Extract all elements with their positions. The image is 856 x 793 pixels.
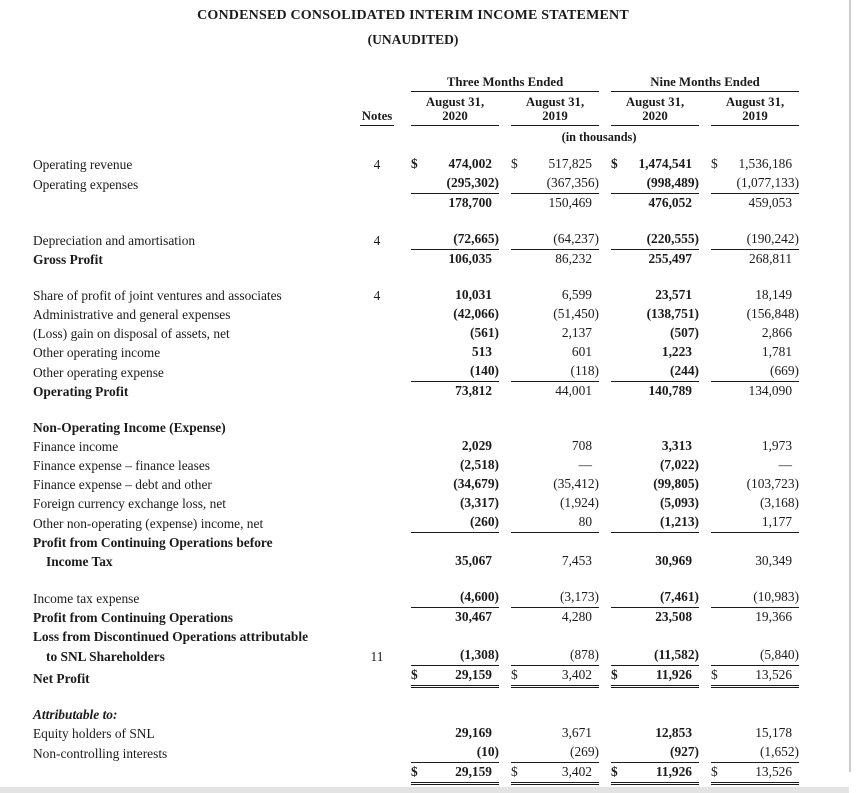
statement-rows [33,155,799,785]
row-label: Operating revenue [33,157,133,172]
table-row [33,743,799,763]
cell-value: (5,093) [659,495,700,510]
cell-value: (1,308) [459,647,499,662]
cell-value: 2,137 [561,325,593,340]
note-ref: 4 [373,288,381,303]
column-header-9m-2019: August 31, 2019 [699,92,799,126]
cell-value: (3,317) [459,495,499,510]
note-ref [355,194,399,213]
row-label: Operating expenses [33,177,139,192]
cell-value: 86,232 [555,251,593,266]
cell-value: (878) [570,647,600,662]
row-label: Net Profit [33,671,90,686]
note-ref [355,705,399,724]
dollar-sign: $ [611,156,618,171]
cell-value: (927) [670,744,700,759]
cell-value: (3,173) [559,589,600,604]
cell-value: 3,313 [661,438,693,453]
cell-value: 12,853 [655,725,693,740]
spacer-row [33,269,799,286]
note-ref [355,763,399,785]
cell-value: 3,671 [561,725,593,740]
row-label: Operating Profit [33,384,129,399]
note-ref: 11 [370,649,384,664]
cell-value: 35,067 [455,553,492,568]
row-label: Depreciation and amortisation [33,233,196,248]
dollar-sign: $ [611,764,618,779]
cell-value: (156,848) [746,306,800,321]
cell-value: 134,090 [748,383,793,398]
cell-value: (103,723) [746,476,800,491]
row-label: Share of profit of joint ventures and associates [33,288,282,303]
cell-value: (190,242) [746,231,800,246]
cell-value: 140,789 [648,383,693,398]
cell-value: 15,178 [755,725,793,740]
note-ref: 4 [373,233,381,248]
notes-column-header: Notes [355,92,399,126]
cell-value: 1,536,186 [738,156,793,171]
group-header-three-months: Three Months Ended [399,68,599,92]
note-ref [355,588,399,608]
cell-value: 30,349 [755,553,793,568]
table-row [33,608,799,627]
cell-value: (260) [469,514,499,529]
cell-value: 7,453 [561,553,593,568]
row-label: Finance expense – finance leases [33,458,210,473]
note-ref [355,513,399,533]
cell-value: 1,474,541 [638,156,693,171]
row-label: Attributable to: [33,707,118,722]
cell-value: (5,840) [759,647,800,662]
spacer-row [33,401,799,418]
table-row [33,362,799,382]
units-row [33,126,799,155]
cell-value: 106,035 [448,251,492,266]
table-row [33,588,799,608]
cell-value: (64,237) [553,231,600,246]
cell-value: 476,052 [648,195,693,210]
cell-value: 18,149 [755,287,793,302]
table-row [33,174,799,194]
group-header-nine-months: Nine Months Ended [599,68,799,92]
note-ref [355,324,399,343]
cell-value: 474,002 [448,156,492,171]
table-row [33,627,799,646]
row-label: Gross Profit [33,252,103,267]
cell-value: (3,168) [759,495,800,510]
dollar-sign: $ [511,667,518,682]
note-ref [355,608,399,627]
note-ref [355,418,399,437]
row-label: Administrative and general expenses [33,307,231,322]
cell-value: (1,077,133) [736,175,800,190]
cell-value: 517,825 [548,156,593,171]
table-row [33,437,799,456]
cell-value: 29,159 [455,764,492,779]
cell-value: 150,469 [548,195,593,210]
table-row [33,305,799,324]
cell-value: 268,811 [749,251,793,266]
table-row [33,286,799,305]
note-ref [355,475,399,494]
cell-value: (72,665) [453,231,499,246]
cell-value: 30,467 [455,609,492,624]
dollar-sign: $ [411,667,418,682]
table-row [33,763,799,785]
cell-value: (2,518) [459,457,499,472]
cell-value: 255,497 [648,251,693,266]
row-label: Equity holders of SNL [33,726,155,741]
cell-value: 4,280 [561,609,593,624]
cell-value: (118) [570,363,600,378]
cell-value: (669) [770,363,800,378]
cell-value: (51,450) [553,306,600,321]
scan-edge-bottom [0,787,849,793]
cell-value: — [578,457,593,472]
cell-value: 80 [578,514,593,529]
row-label: Finance expense – debt and other [33,477,212,492]
cell-value: 601 [571,344,593,359]
cell-value: (138,751) [646,306,700,321]
row-label: (Loss) gain on disposal of assets, net [33,326,230,341]
dollar-sign: $ [711,667,718,682]
cell-value: (295,302) [446,175,499,190]
table-row [33,418,799,437]
cell-value: 708 [571,438,593,453]
column-header-9m-2020: August 31, 2020 [599,92,699,126]
cell-value: (34,679) [453,476,499,491]
scan-edge-right [849,0,851,772]
table-row [33,475,799,494]
row-label: Income Tax [46,554,113,569]
table-row [33,324,799,343]
row-label: Loss from Discontinued Operations attributable [33,629,309,644]
table-row [33,343,799,362]
cell-value: 3,402 [561,764,593,779]
column-header-row [33,92,799,126]
dollar-sign: $ [711,764,718,779]
note-ref [355,174,399,194]
cell-value: (140) [469,363,499,378]
row-label: Non-controlling interests [33,746,168,761]
dollar-sign: $ [611,667,618,682]
page-title: CONDENSED CONSOLIDATED INTERIM INCOME STATEMENT [197,8,629,23]
cell-value: 23,571 [655,287,693,302]
spacer-row [33,571,799,588]
cell-value: (244) [670,363,700,378]
cell-value: (10,983) [753,589,800,604]
cell-value: (507) [670,325,700,340]
cell-value: (35,412) [553,476,600,491]
cell-value: 11,926 [655,764,693,779]
table-row [33,705,799,724]
row-label: Non-Operating Income (Expense) [33,420,226,435]
note-ref [355,456,399,475]
note-ref: 4 [373,157,381,172]
cell-value: (10) [476,744,499,759]
cell-value: 1,223 [661,344,693,359]
dollar-sign: $ [711,156,718,171]
cell-value: 459,053 [748,195,793,210]
note-ref [355,382,399,401]
cell-value: (561) [469,325,499,340]
cell-value: — [778,457,793,472]
table-row [33,382,799,401]
note-ref [355,362,399,382]
cell-value: 2,029 [461,438,492,453]
income-statement-table [33,68,799,785]
note-ref [355,724,399,743]
cell-value: 29,159 [455,667,492,682]
row-label: Profit from Continuing Operations before [33,535,273,550]
note-ref [355,437,399,456]
cell-value: 44,001 [555,383,593,398]
table-row [33,494,799,513]
row-label: Finance income [33,439,119,454]
note-ref [355,743,399,763]
table-row [33,250,799,269]
row-label: Other operating income [33,345,161,360]
row-label: Income tax expense [33,591,140,606]
note-ref [355,533,399,552]
spacer-row [33,213,799,230]
group-header-row [33,68,799,92]
cell-value: 2,866 [761,325,793,340]
cell-value: (220,555) [646,231,700,246]
cell-value: 30,969 [655,553,693,568]
cell-value: 19,366 [755,609,793,624]
row-label: Foreign currency exchange loss, net [33,496,226,511]
row-label: Other operating expense [33,365,164,380]
cell-value: 13,526 [755,667,793,682]
table-row [33,230,799,250]
note-ref [355,250,399,269]
table-row [33,666,799,688]
page-subtitle: (UNAUDITED) [367,32,459,47]
cell-value: (1,652) [759,744,800,759]
table-row [33,155,799,174]
cell-value: (11,582) [654,647,700,662]
dollar-sign: $ [411,156,418,171]
table-row [33,724,799,743]
cell-value: 23,508 [655,609,693,624]
table-row [33,456,799,475]
dollar-sign: $ [511,156,518,171]
cell-value: 1,177 [761,514,793,529]
spacer-row [33,688,799,705]
cell-value: 29,169 [455,725,492,740]
cell-value: 13,526 [755,764,793,779]
row-label: Other non-operating (expense) income, net [33,516,264,531]
note-ref [355,305,399,324]
dollar-sign: $ [411,764,418,779]
cell-value: 73,812 [455,383,492,398]
column-header-3m-2020: August 31, 2020 [399,92,499,126]
cell-value: 513 [471,344,492,359]
table-row [33,533,799,552]
note-ref [355,494,399,513]
units-note: (in thousands) [561,130,637,144]
cell-value: (269) [570,744,600,759]
note-ref [355,343,399,362]
row-label: to SNL Shareholders [46,649,165,664]
note-ref [355,666,399,688]
cell-value: (367,356) [546,175,600,190]
cell-value: (7,461) [659,589,700,604]
cell-value: (1,213) [659,514,700,529]
column-header-3m-2019: August 31, 2019 [499,92,599,126]
cell-value: 10,031 [455,287,492,302]
dollar-sign: $ [511,764,518,779]
cell-value: 6,599 [561,287,593,302]
cell-value: 1,781 [761,344,793,359]
table-row [33,513,799,533]
cell-value: (4,600) [459,589,499,604]
table-row [33,194,799,213]
note-ref [355,552,399,571]
cell-value: (1,924) [559,495,600,510]
cell-value: 3,402 [561,667,593,682]
cell-value: (42,066) [453,306,499,321]
cell-value: 178,700 [448,195,492,210]
cell-value: (7,022) [659,457,700,472]
row-label: Profit from Continuing Operations [33,610,233,625]
cell-value: 11,926 [655,667,693,682]
note-ref [355,627,399,646]
cell-value: 1,973 [761,438,793,453]
cell-value: (99,805) [653,476,700,491]
table-row [33,552,799,571]
cell-value: (998,489) [646,175,700,190]
table-row [33,646,799,666]
